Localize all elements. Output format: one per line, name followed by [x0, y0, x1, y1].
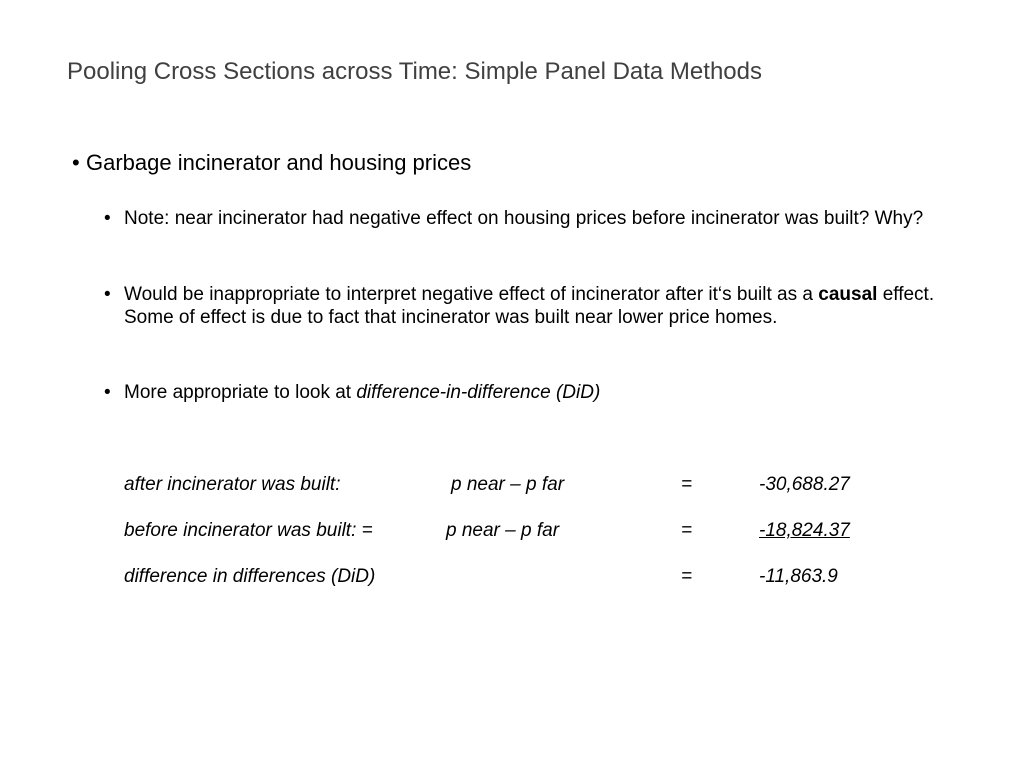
equation-expression: p near – p far — [446, 520, 560, 541]
bullet-main-text: Garbage incinerator and housing prices — [86, 150, 472, 175]
slide-title: Pooling Cross Sections across Time: Simple Panel Data Methods — [67, 58, 762, 85]
equation-row-before — [124, 520, 924, 546]
equation-label: after incinerator was built: — [124, 474, 341, 495]
equation-row-did — [124, 566, 924, 592]
did-text-part1: More appropriate to look at — [124, 382, 357, 403]
sub-bullet-note — [104, 207, 944, 230]
equation-label: difference in differences (DiD) — [124, 566, 376, 587]
did-italic-term: difference-in-difference (DiD) — [356, 382, 601, 403]
equation-equals: = — [681, 520, 693, 541]
bullet-dot: • — [104, 382, 111, 403]
equation-value: -11,863.9 — [759, 566, 838, 587]
bullet-dot: • — [104, 208, 111, 229]
equation-value: -18,824.37 — [759, 520, 850, 541]
sub-bullet-did-text — [124, 381, 944, 404]
equation-expression: p near – p far — [451, 474, 565, 495]
bullet-dot: • — [104, 284, 111, 305]
sub-bullet-note-text: Note: near incinerator had negative effect on housing prices before incinerator was built? Why? — [124, 208, 924, 229]
equation-label: before incinerator was built: = — [124, 520, 373, 541]
equation-equals: = — [681, 474, 693, 495]
equation-row-after — [124, 474, 924, 500]
causal-bold-word: causal — [818, 284, 878, 305]
equation-equals: = — [681, 566, 693, 587]
causal-text-part2: effect. Some of effect is due to fact that incinerator was built near lower price homes. — [124, 284, 935, 328]
equation-value: -30,688.27 — [759, 474, 850, 495]
causal-text-part1: Would be inappropriate to interpret negative effect of incinerator after it‘s built as a — [124, 284, 819, 305]
sub-bullet-causal-text — [124, 283, 944, 329]
bullet-dot: • — [72, 150, 80, 175]
bullet-main — [72, 150, 471, 176]
sub-bullet-did — [104, 381, 944, 404]
sub-bullet-causal — [104, 283, 944, 329]
